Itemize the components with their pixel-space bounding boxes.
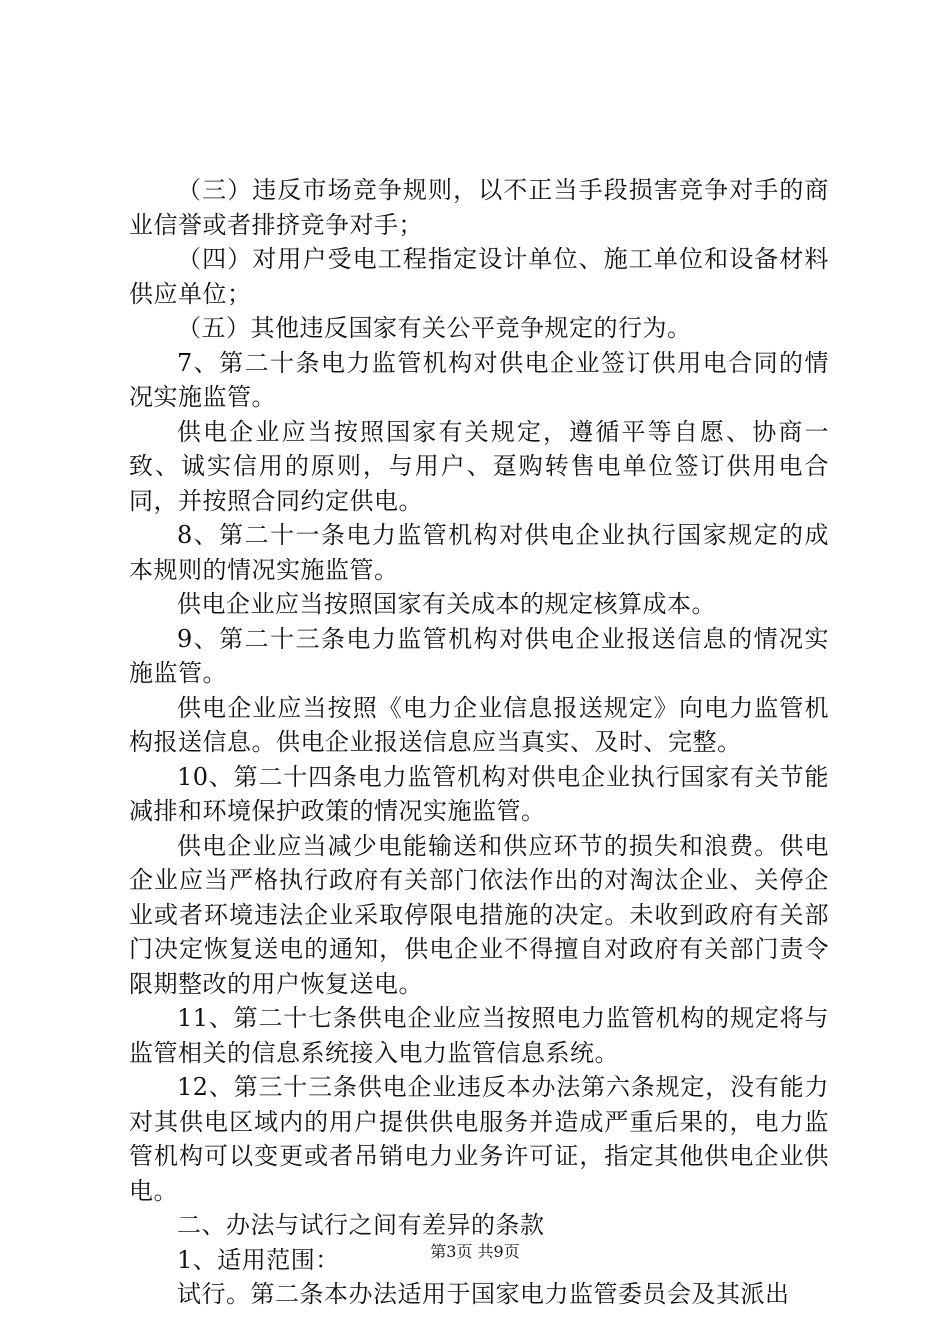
paragraph: 10、第二十四条电力监管机构对供电企业执行国家有关节能减排和环境保护政策的情况实施监管。 [129, 762, 829, 825]
paragraph: 7、第二十条电力监管机构对供电企业签订供用电合同的情况实施监管。 [129, 348, 829, 411]
paragraph: 供电企业应当按照《电力企业信息报送规定》向电力监管机构报送信息。供电企业报送信息应当真实、及时、完整。 [129, 693, 829, 756]
page-footer: 第3页 共9页 [430, 1242, 520, 1261]
paragraph: （四）对用户受电工程指定设计单位、施工单位和设备材料供应单位； [129, 245, 829, 308]
paragraph: 8、第二十一条电力监管机构对供电企业执行国家规定的成本规则的情况实施监管。 [129, 521, 829, 584]
paragraph: （三）违反市场竞争规则，以不正当手段损害竞争对手的商业信誉或者排挤竞争对手； [129, 176, 829, 239]
paragraph: （五）其他违反国家有关公平竞争规定的行为。 [177, 314, 692, 342]
paragraph: 11、第二十七条供电企业应当按照电力监管机构的规定将与监管相关的信息系统接入电力监管信息系统。 [129, 1004, 829, 1067]
document-body [129, 173, 829, 1312]
paragraph: 9、第二十三条电力监管机构对供电企业报送信息的情况实施监管。 [129, 624, 829, 687]
section-heading: 二、办法与试行之间有差异的条款 [177, 1211, 545, 1239]
subsection-heading: 1、适用范围： [177, 1245, 340, 1274]
paragraph: 试行。第二条本办法适用于国家电力监管委员会及其派出 [177, 1280, 790, 1308]
paragraph: 供电企业应当按照国家有关规定，遵循平等自愿、协商一致、诚实信用的原则，与用户、趸购转售电单位签订供用电合同，并按照合同约定供电。 [129, 417, 829, 515]
paragraph: 12、第三十三条供电企业违反本办法第六条规定，没有能力对其供电区域内的用户提供供电服务并造成严重后果的，电力监管机构可以变更或者吊销电力业务许可证，指定其他供电企业供电。 [129, 1073, 829, 1205]
paragraph: 供电企业应当减少电能输送和供应环节的损失和浪费。供电企业应当严格执行政府有关部门依法作出的对淘汰企业、关停企业或者环境违法企业采取停限电措施的决定。未收到政府有关部门决定恢复送电的通知，供电企业不得擅自对政府有关部门责令限期整改的用户恢复送电。 [129, 831, 829, 998]
paragraph: 供电企业应当按照国家有关成本的规定核算成本。 [177, 590, 716, 618]
